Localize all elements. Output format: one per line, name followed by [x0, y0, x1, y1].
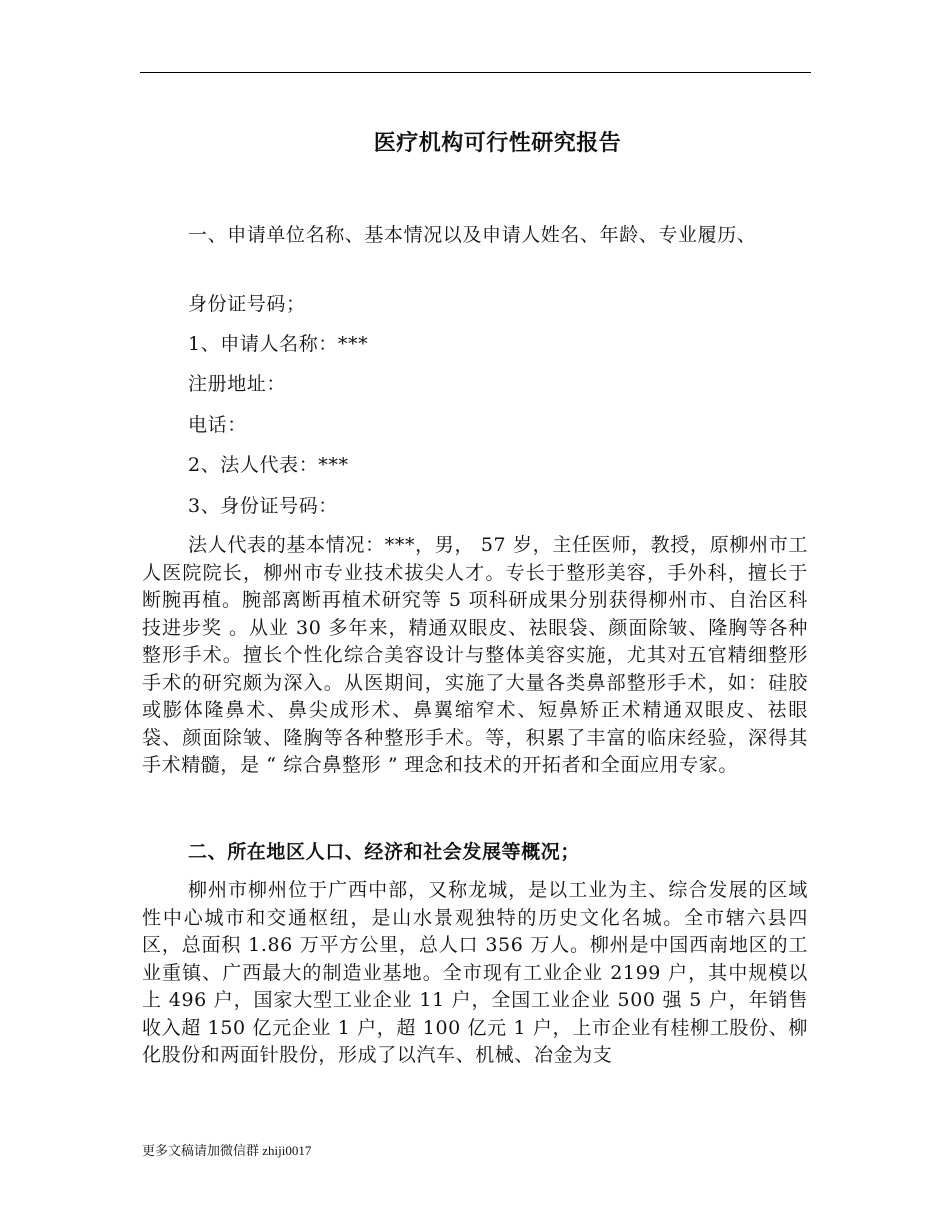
id-number-field: 3、身份证号码：	[188, 495, 338, 517]
header-rule	[140, 72, 811, 73]
legal-rep-field: 2、法人代表：***	[188, 454, 349, 476]
document-title: 医疗机构可行性研究报告	[373, 130, 622, 156]
section2-body-paragraph: 柳州市柳州位于广西中部，又称龙城，是以工业为主、综合发展的区域性中心城市和交通枢纽，是山水景观独特的历史文化名城。全市辖六县四区，总面积 1.86 万平方公里，总人口 356 万人。柳州是中国西南地区的工业重镇、广西最大的制造业基地。全市现有工业企业 2199 户，其中规模以上 496 户，国家大型工业企业 11 户，全国工业企业 500 强 5 户，年销售收入超 150 亿元企业 1 户，超 100 亿元 1 户，上市企业有桂柳工股份、柳化股份和两面针股份，形成了以汽车、机械、冶金为支	[142, 879, 808, 1066]
legal-rep-bio-paragraph: 法人代表的基本情况：***，男， 57 岁，主任医师，教授，原柳州市工人医院院长，柳州市专业技术拔尖人才。专长于整形美容，手外科，擅长于断腕再植。腕部离断再植术研究等 5 项科研成果分别获得柳州市、自治区科技进步奖 。从业 30 多年来，精通双眼皮、祛眼袋、颜面除皱、隆胸等各种整形手术。擅长个性化综合美容设计与整体美容实施，尤其对五官精细整形手术的研究颇为深入。从医期间，实施了大量各类鼻部整形手术，如：硅胶或膨体隆鼻术、鼻尖成形术、鼻翼缩窄术、短鼻矫正术精通双眼皮、祛眼袋、颜面除皱、隆胸等各种整形手术。等，积累了丰富的临床经验，深得其手术精髓，是 “ 综合鼻整形 ” 理念和技术的开拓者和全面应用专家。	[142, 534, 808, 776]
footer-note: 更多文稿请加微信群 zhiji0017	[142, 1143, 312, 1158]
id-number-line: 身份证号码；	[188, 293, 306, 315]
phone-field: 电话：	[188, 414, 247, 436]
address-field: 注册地址：	[188, 373, 287, 395]
section2-heading: 二、所在地区人口、经济和社会发展等概况；	[188, 841, 581, 863]
applicant-name-field: 1、申请人名称：***	[188, 333, 369, 355]
section1-heading-line: 一、申请单位名称、基本情况以及申请人姓名、年龄、专业履历、	[188, 224, 757, 246]
